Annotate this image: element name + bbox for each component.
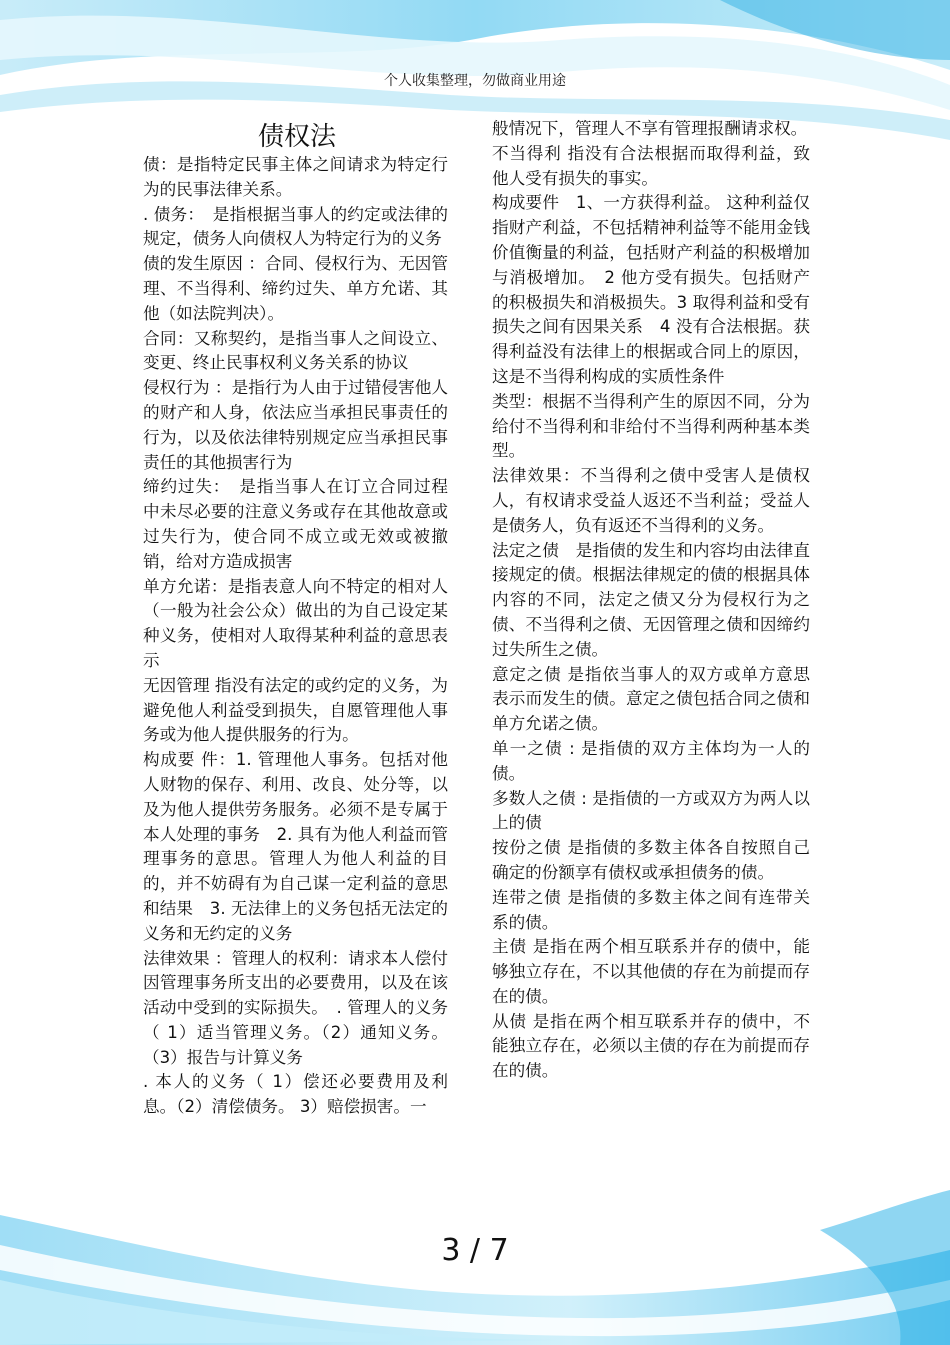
header-note: 个人收集整理，勿做商业用途	[384, 73, 566, 89]
paragraph-statutory-debt: 法定之债 是指债的发生和内容均由法律直接规定的债。根据法律规定的债的根据具体内容的不同，法定之债又分为侵权行为之债、不当得利之债、无因管理之债和因缔约过失所生之债。	[492, 540, 810, 659]
paragraph-elements: 构成要 件：1. 管理他人事务。包括对他人财物的保存、利用、改良、处分等，以及为他人提供劳务服务。必须不是专属于本人处理的事务 2. 具有为他人利益而管理事务的意思。管理人为他人利益的目的，并不妨碍有为自己谋一定利益的意思和结果 3. 无法律上的义务包括无法定的义务和无约定的义务	[143, 750, 448, 943]
paragraph-obligation: . 债务： 是指根据当事人的约定或法律的规定，债务人向债权人为特定行为的义务	[143, 204, 448, 249]
paragraph-debt-definition: 债：是指特定民事主体之间请求为特定行为的民事法律关系。	[143, 155, 448, 199]
paragraph-negotiorum: 无因管理 指没有法定的或约定的义务，为避免他人利益受到损失，自愿管理他人事务或为他人提供服务的行为。	[143, 675, 448, 745]
paragraph-accessory-debt: 从债 是指在两个相互联系并存的债中，不能独立存在，必须以主债的存在为前提而存在的债。	[492, 1011, 810, 1081]
document-title: 债权法	[258, 122, 337, 152]
paragraph-principal-debt: 主债 是指在两个相互联系并存的债中，能够独立存在，不以其他债的存在为前提而存在的债。	[492, 937, 810, 1006]
paragraph-unjust-enrichment: 不当得利 指没有合法根据而取得利益，致他人受有损失的事实。	[492, 143, 810, 188]
paragraph-single-debt: 单一之债 : 是指债的双方主体均为一人的债。	[492, 738, 810, 783]
left-column	[143, 153, 448, 1120]
paragraph-causes: 债的发生原因 ：合同、侵权行为、无因管理、不当得利、缔约过失、单方允诺、其他（如法院判决）。	[143, 254, 448, 323]
paragraph-ue-elements: 构成要件 1、一方获得利益。 这种利益仅指财产利益，不包括精神利益等不能用金钱价值衡量的利益，包括财产利益的积极增加与消极增加。 2 他方受有损失。包括财产的积极损失和消极损失。3 取得利益和受有损失之间有因果关系 4 没有合法根据。获得利益没有法律上的根据或合同上的原因，这是不当得利构成的实质性条件	[492, 193, 810, 386]
paragraph-several-debt: 按份之债 是指债的多数主体各自按照自己确定的份额享有债权或承担债务的债。	[492, 838, 810, 882]
paragraph-unilateral-promise: 单方允诺：是指表意人向不特定的相对人（一般为社会公众）做出的为自己设定某种义务，使相对人取得某种利益的意思表示	[143, 576, 448, 670]
paragraph-culpa: 缔约过失： 是指当事人在订立合同过程中未尽必要的注意义务或存在其他故意或过失行为，使合同不成立或无效或被撤销，给对方造成损害	[143, 477, 448, 571]
paragraph-joint-debt: 连带之债 是指债的多数主体之间有连带关系的债。	[492, 887, 810, 932]
paragraph-ue-types: 类型：根据不当得利产生的原因不同，分为给付不当得利和非给付不当得利两种基本类型。	[492, 391, 810, 461]
paragraph-principal-duties: . 本人的义务（ 1）偿还必要费用及利息。（2）清偿债务。 3）赔偿损害。一	[143, 1072, 448, 1117]
paragraph-contract: 合同：又称契约，是指当事人之间设立、变更、终止民事权利义务关系的协议	[143, 328, 448, 373]
page-number: 3 / 7	[441, 1233, 509, 1268]
paragraph-plural-debt: 多数人之债 : 是指债的一方或双方为两人以上的债	[492, 788, 810, 833]
paragraph-continuation: 般情况下，管理人不享有管理报酬请求权。	[492, 119, 808, 138]
paragraph-tort: 侵权行为 ：是指行为人由于过错侵害他人的财产和人身，依法应当承担民事责任的行为，以及依法律特别规定应当承担民事责任的其他损害行为	[143, 378, 448, 472]
paragraph-voluntary-debt: 意定之债 是指依当事人的双方或单方意思表示而发生的债。意定之债包括合同之债和单方允诺之债。	[492, 664, 810, 734]
right-column	[492, 117, 810, 1084]
paragraph-legal-effect: 法律效果 ：管理人的权利：请求本人偿付因管理事务所支出的必要费用，以及在该活动中受到的实际损失。 . 管理人的义务（ 1）适当管理义务。（2）通知义务。（3）报告与计算义务	[143, 948, 448, 1067]
paragraph-ue-effect: 法律效果：不当得利之债中受害人是债权人，有权请求受益人返还不当利益；受益人是债务人，负有返还不当得利的义务。	[492, 466, 810, 535]
